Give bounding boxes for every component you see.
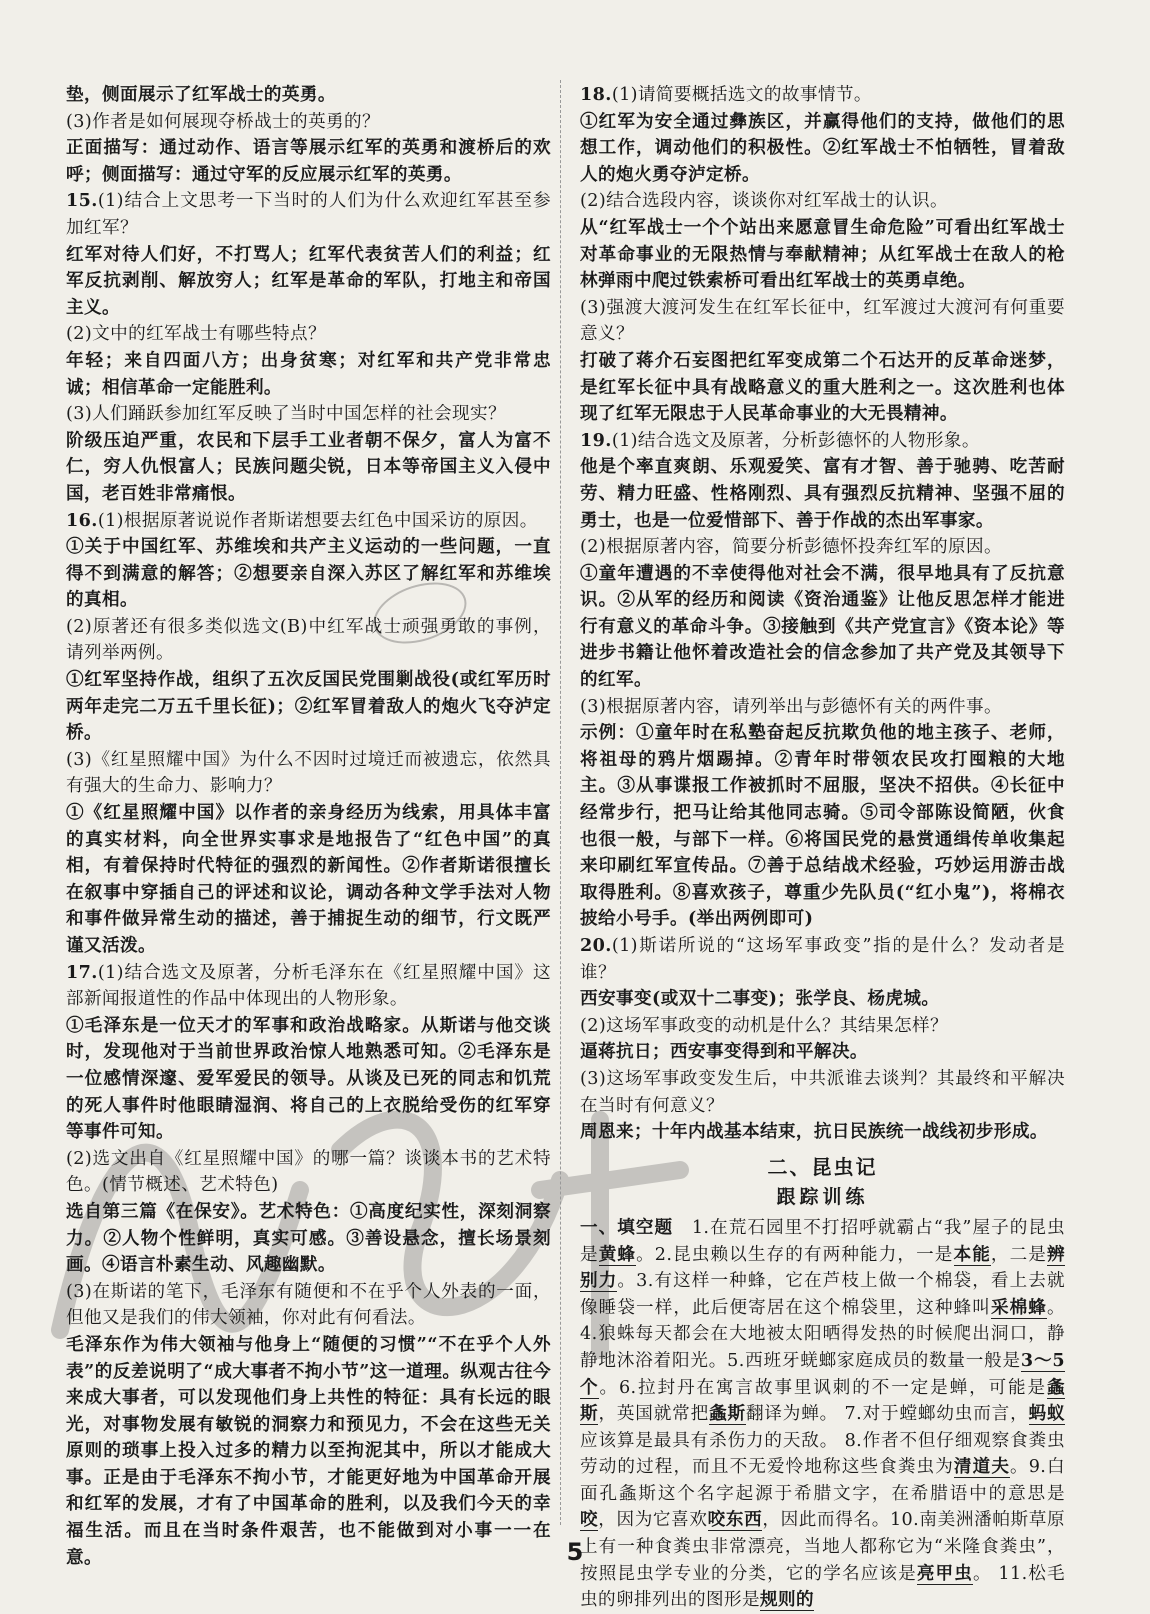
answer-text [580, 215, 1065, 295]
section-subtitle: 跟踪训练 [776, 1186, 869, 1209]
answer-text [66, 428, 551, 508]
question-number: 19. [580, 429, 612, 451]
answer-body: 垫，侧面展示了红军战士的英勇。 [66, 84, 336, 105]
question-body: (1)斯诺所说的“这场军事政变”指的是什么？发动者是谁？ [580, 936, 1065, 983]
answer-text [66, 667, 551, 747]
fill-blank-text: 。2.昆虫赖以生存的有两种能力，一是 [636, 1244, 954, 1265]
question-text [66, 960, 551, 1013]
fill-blank-answer: 清道夫 [953, 1456, 1011, 1478]
fill-blank-answer: 规则的 [759, 1589, 814, 1611]
question-body: (3)在斯诺的笔下，毛泽东有随便和不在乎个人外表的一面，但他又是我们的伟大领袖，你对此有何看法。 [66, 1281, 551, 1329]
answer-text [580, 454, 1065, 534]
answer-body: 西安事变(或双十二事变)；张学良、杨虎城。 [580, 988, 940, 1010]
fill-blank-text: ，英国就常把 [598, 1404, 710, 1425]
question-text [66, 1146, 551, 1199]
answer-body: 周恩来；十年内战基本结束，抗日民族统一战线初步形成。 [580, 1121, 1048, 1143]
fill-blank-answer: 本能 [953, 1243, 991, 1265]
fill-blank-text: 应该算是最具有杀伤力的天敌。 8.作者不但仔细观察食粪虫劳动的过程，而且不无爱怜地称这些食粪虫为 [580, 1430, 1065, 1478]
fill-blank-label: 一、填空题 [580, 1216, 674, 1238]
question-number: 16. [66, 509, 98, 531]
question-body: (3)这场军事政变发生后，中共派谁去谈判？其最终和平解决在当时有何意义？ [580, 1068, 1065, 1116]
answer-text [580, 1039, 1065, 1066]
left-column [66, 82, 551, 1571]
answer-body: 打破了蒋介石妄图把红军变成第二个石达开的反革命迷梦，是红军长征中具有战略意义的重大胜利之一。这次胜利也体现了红军无限忠于人民革命事业的大无畏精神。 [580, 349, 1065, 425]
question-body: (2)原著还有很多类似选文(B)中红军战士顽强勇敢的事例，请列举两例。 [66, 616, 551, 664]
question-number: 18. [580, 84, 612, 105]
answer-text [66, 348, 551, 401]
answer-body: 他是个率直爽朗、乐观爱笑、富有才智、善于驰骋、吃苦耐劳、精力旺盛、性格刚烈、具有强烈反抗精神、坚强不屈的勇士，也是一位爱惜部下、善于作战的杰出军事家。 [580, 456, 1065, 531]
question-text [580, 933, 1065, 986]
answer-text [66, 1013, 551, 1146]
fill-blank-answer: 螽斯 [580, 1376, 1066, 1425]
right-column [580, 82, 1065, 1614]
question-text [580, 188, 1065, 215]
question-body: (3)强渡大渡河发生在红军长征中，红军渡过大渡河有何重要意义？ [580, 297, 1065, 345]
answer-body: ①《红星照耀中国》以作者的亲身经历为线索，用具体丰富的真实材料，向全世界实事求是地报告了“红色中国”的真相，有着保持时代特征的强烈的新闻性。②作者斯诺很擅长在叙事中穿插自己的评述和议论，调动各种文学手法对人物和事件做异常生动的描述，善于捕捉生动的细节，行文既严谨又活泼。 [66, 802, 551, 956]
page-number: 5 [566, 1538, 584, 1566]
question-text [66, 321, 551, 348]
question-body: (2)结合选段内容，谈谈你对红军战士的认识。 [580, 191, 949, 212]
fill-blank-text: ，因此而得名。10.南美洲潘帕斯草原上有一种食粪虫非常漂亮，当地人都称它为“米隆食粪虫”，按照昆虫学专业的分类，它的学名应该是 [580, 1510, 1066, 1584]
answer-text [66, 800, 551, 960]
question-text [580, 295, 1065, 348]
answer-body: ①童年遭遇的不幸使得他对社会不满，很早地具有了反抗意识。②从军的经历和阅读《资治通鉴》让他反思怎样才能进行有意义的革命斗争。③接触到《共产党宣言》《资本论》等进步书籍让他怀着改造社会的信念参加了共产党及其领导下的红军。 [580, 562, 1065, 691]
question-body: (1)根据原著说说作者斯诺想要去红色中国采访的原因。 [97, 510, 538, 531]
answer-text [580, 986, 1065, 1013]
fill-blank-answer: 蚂蚁 [1028, 1403, 1065, 1425]
answer-text [66, 534, 551, 614]
question-number: 17. [66, 961, 98, 983]
fill-blank-text: 。9.白面孔螽斯这个名字起源于希腊文字，在希腊语中的意思是 [580, 1457, 1065, 1504]
fill-blank-text: ，因为它喜欢 [598, 1510, 708, 1531]
question-body: (1)结合选文及原著，分析彭德怀的人物形象。 [611, 430, 980, 451]
answer-text [66, 82, 551, 109]
question-text [580, 1013, 1065, 1040]
answer-text [580, 1119, 1065, 1146]
question-body: (2)根据原著内容，简要分析彭德怀投奔红军的原因。 [580, 537, 1002, 558]
question-body: (1)请简要概括选文的故事情节。 [611, 85, 872, 105]
fill-blank-answer: 3～5个 [580, 1349, 1065, 1398]
fill-blank-answer: 亮甲虫 [916, 1562, 973, 1584]
answer-body: 逼蒋抗日；西安事变得到和平解决。 [580, 1041, 868, 1063]
fill-blank-answer: 采棉蜂 [990, 1296, 1047, 1318]
answer-body: 正面描写：通过动作、语言等展示红军的英勇和渡桥后的欢呼；侧面描写：通过守军的反应展示红军的英勇。 [66, 137, 551, 185]
question-body: (2)选文出自《红星照耀中国》的哪一篇？谈谈本书的艺术特色。(情节概述、艺术特色) [66, 1148, 551, 1196]
answer-body: 毛泽东作为伟大领袖与他身上“随便的习惯”“不在乎个人外表”的反差说明了“成大事者不拘小节”这一道理。纵观古往今来成大事者，可以发现他们身上共性的特征：具有长远的眼光，对事物发展有敏锐的洞察力和预见力，不会在这些无关原则的琐事上投入过多的精力以至拘泥其中，所以才能成大事。正是由于毛泽东不拘小节，才能更好地为中国革命开展和红军的发展，才有了中国革命的胜利，以及我们今天的幸福生活。而且在当时条件艰苦，也不能做到对小事一一在意。 [66, 1333, 551, 1568]
question-body: (2)这场军事政变的动机是什么？其结果怎样？ [580, 1015, 949, 1036]
question-number: 15. [66, 190, 98, 212]
answer-body: 阶级压迫严重，农民和下层手工业者朝不保夕，富人为富不仁，穷人仇恨富人；民族问题尖锐，日本等帝国主义入侵中国，老百姓非常痛恨。 [66, 429, 551, 504]
question-text [580, 82, 1065, 109]
fill-blank-answer: 黄蜂 [598, 1243, 637, 1265]
answer-text [580, 348, 1065, 428]
question-text [580, 428, 1065, 455]
fill-blank-text: ，二是 [990, 1244, 1047, 1265]
question-body: (1)结合选文及原著，分析毛泽东在《红星照耀中国》这部新闻报道性的作品中体现出的人物形象。 [66, 962, 551, 1010]
answer-body: 示例：①童年时在私塾奋起反抗欺负他的地主孩子、老师，将祖母的鸦片烟踢掉。②青年时带领农民攻打囤粮的大地主。③从事谍报工作被抓时不屈服，坚决不招供。④长征中经常步行，把马让给其他同志骑。⑤司令部陈设简陋，伙食也很一般，与部下一样。⑥将国民党的悬赏通缉传单收集起来印刷红军宣传品。⑦善于总结战术经验，巧妙运用游击战取得胜利。⑧喜欢孩子，尊重少先队员(“红小鬼”)，将棉衣披给小号手。(举出两例即可) [580, 722, 1065, 930]
answer-text [580, 720, 1065, 933]
question-number: 20. [580, 935, 612, 956]
answer-body: ①关于中国红军、苏维埃和共产主义运动的一些问题，一直得不到满意的解答；②想要亲自深入苏区了解红军和苏维埃的真相。 [66, 536, 551, 611]
question-body: (3)作者是如何展现夺桥战士的英勇的？ [66, 111, 381, 132]
fill-blank-answer: 咬 [580, 1509, 599, 1531]
answer-text [66, 1332, 551, 1571]
answer-text [66, 135, 551, 188]
column-divider [560, 80, 561, 1525]
question-text [66, 401, 551, 428]
answer-text [66, 1199, 551, 1279]
answer-body: ①红军为安全通过彝族区，并赢得他们的支持，做他们的思想工作，调动他们的积极性。②红军战士不怕牺牲，冒着敌人的炮火勇夺泸定桥。 [580, 110, 1065, 185]
answer-body: ①红军坚持作战，组织了五次反国民党围剿战役(或红军历时两年走完二万五千里长征)；②红军冒着敌人的炮火飞夺泸定桥。 [66, 669, 551, 744]
question-text [580, 1066, 1065, 1119]
question-body: (3)人们踊跃参加红军反映了当时中国怎样的社会现实？ [66, 404, 506, 425]
fill-blank-text: 翻译为蝉。 7.对于螳螂幼虫而言， [745, 1404, 1029, 1425]
fill-blank-text: 。6.拉封丹在寓言故事里讽刺的不一定是蝉，可能是 [599, 1377, 1048, 1398]
answer-body: 年轻；来自四面八方；出身贫寒；对红军和共产党非常忠诚；相信革命一定能胜利。 [66, 349, 551, 398]
answer-body: 从“红军战士一个个站出来愿意冒生命危险”可看出红军战士对革命事业的无限热情与奉献精神；从红军战士在敌人的枪林弹雨中爬过铁索桥可看出红军战士的英勇卓绝。 [580, 216, 1065, 292]
question-text [66, 188, 551, 241]
question-text [66, 747, 551, 800]
fill-blank-text: 1.在荒石园里不打招呼就霸占“我”屋子的昆虫是 [580, 1217, 1065, 1265]
fill-blank-text: 。3.有这样一种蜂，它在芦枝上做一个棉袋，看上去就像睡袋一样，此后便寄居在这个棉袋里，这种蜂叫 [580, 1271, 1065, 1318]
answer-text [580, 561, 1065, 694]
answer-body: 选自第三篇《在保安》。艺术特色：①高度纪实性，深刻洞察力。②人物个性鲜明，真实可感。③善设悬念，擅长场景刻画。④语言朴素生动、风趣幽默。 [66, 1200, 551, 1276]
question-body: (1)结合上文思考一下当时的人们为什么欢迎红军甚至参加红军？ [66, 191, 551, 238]
fill-blank-answer: 辨别力 [580, 1243, 1065, 1292]
answer-text [580, 109, 1065, 189]
section-title: 二、昆虫记 [767, 1154, 878, 1179]
fill-blank-text: 。 11.松毛虫的卵排列出的图形是 [580, 1563, 1065, 1611]
question-text [66, 508, 551, 535]
fill-blank-answer: 螽斯 [709, 1403, 746, 1425]
fill-blank-answer: 咬东西 [707, 1509, 763, 1531]
question-text [580, 534, 1065, 561]
answer-body: ①毛泽东是一位天才的军事和政治战略家。从斯诺与他交谈时，发现他对于当前世界政治惊人地熟悉可知。②毛泽东是一位感情深邃、爱军爱民的领导。从谈及已死的同志和饥荒的死人事件时他眼睛湿润、将自己的上衣脱给受伤的红军穿等事件可知。 [66, 1014, 551, 1143]
question-text [66, 614, 551, 667]
fill-blank-text: 。4.狼蛛每天都会在大地被太阳晒得发热的时候爬出洞口，静静地沐浴着阳光。5.西班牙蜣螂家庭成员的数量一般是 [580, 1297, 1065, 1371]
question-body: (3)根据原著内容，请列举出与彭德怀有关的两件事。 [580, 696, 1002, 717]
question-body: (3)《红星照耀中国》为什么不因时过境迁而被遗忘，依然具有强大的生命力、影响力？ [66, 749, 551, 797]
right-qa-list [580, 82, 1065, 1146]
answer-text [66, 242, 551, 322]
question-body: (2)文中的红军战士有哪些特点？ [66, 324, 327, 345]
question-text [66, 109, 551, 136]
question-text [580, 694, 1065, 721]
answer-body: 红军对待人们好，不打骂人；红军代表贫苦人们的利益；红军反抗剥削、解放穷人；红军是革命的军队，打地主和帝国主义。 [66, 243, 551, 318]
question-text [66, 1279, 551, 1332]
